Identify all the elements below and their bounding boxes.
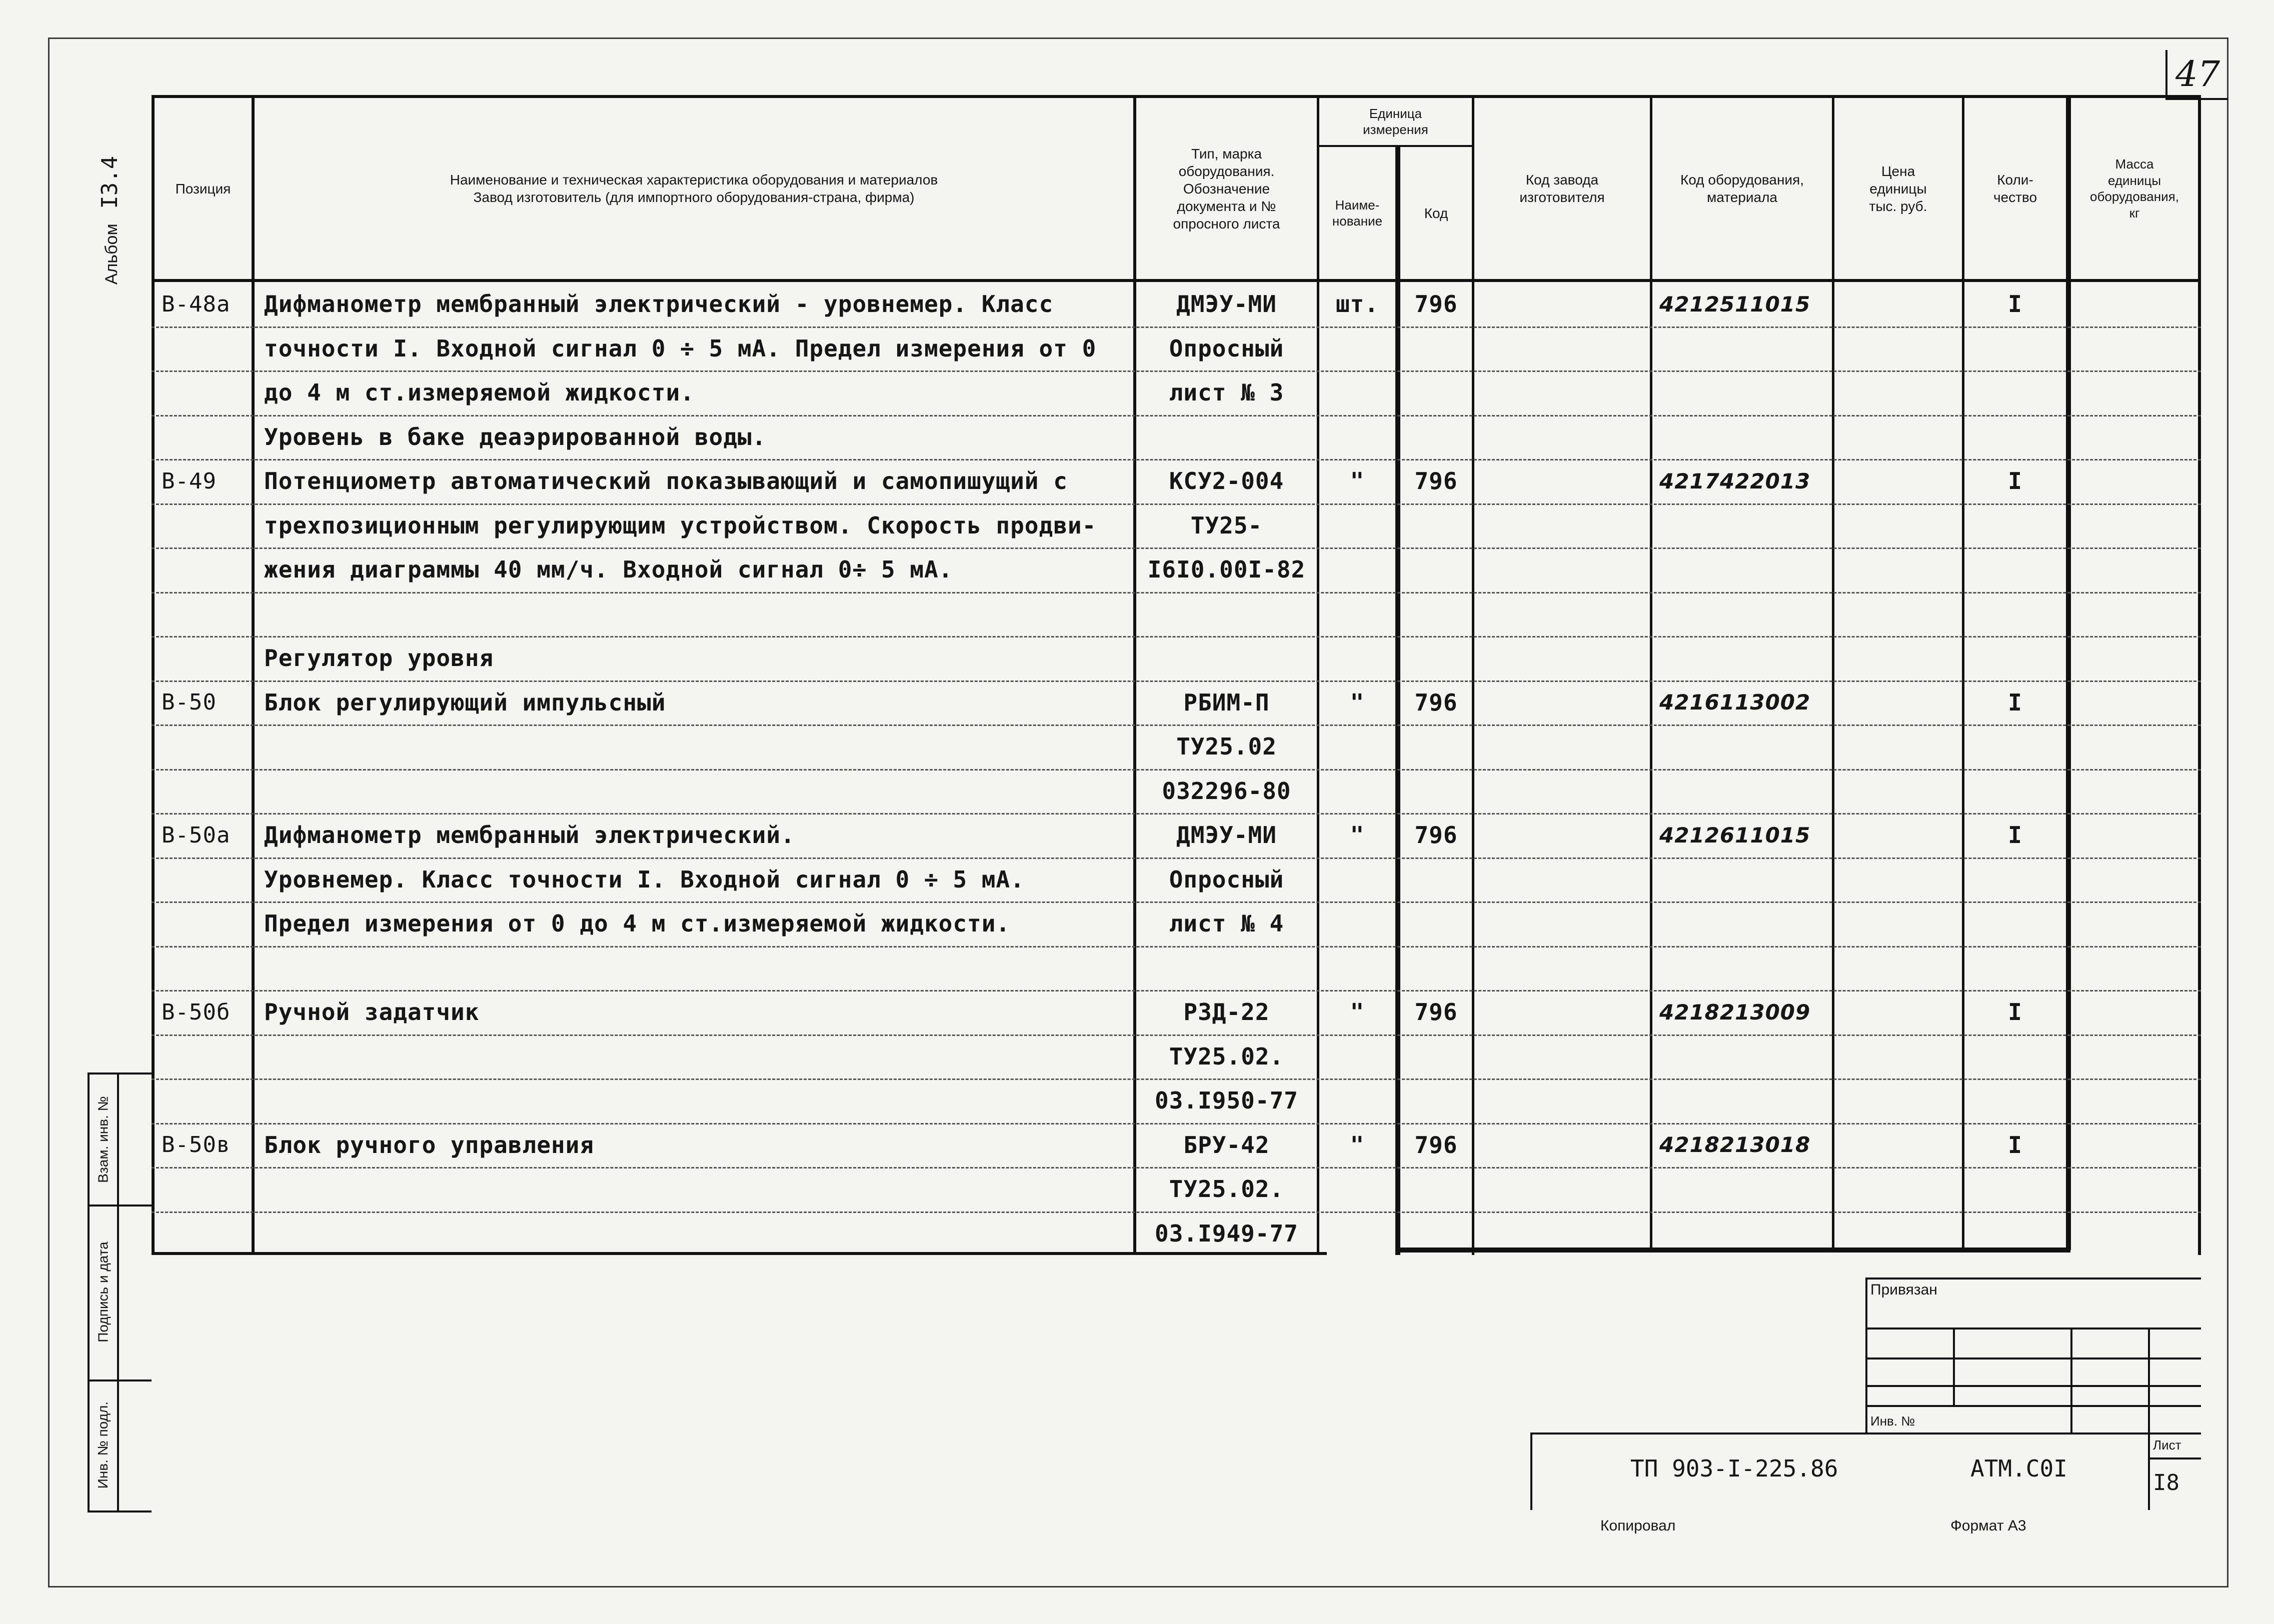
cell-unit: " bbox=[1350, 998, 1365, 1026]
cell-qty bbox=[1964, 592, 2066, 636]
header-type: Тип, марка оборудования. Обозначение документа и № опросного листа bbox=[1173, 146, 1280, 232]
stamp-sign-date bbox=[90, 1204, 117, 1380]
cell-qty bbox=[1964, 504, 2066, 548]
cell-ecode: 4212511015 bbox=[1659, 292, 1811, 316]
table-row bbox=[152, 902, 2201, 946]
cell-unit bbox=[1319, 548, 1395, 592]
cell-qty bbox=[1964, 1212, 2066, 1256]
cell-ucode bbox=[1400, 415, 1472, 460]
cell-pos: В-50в bbox=[162, 1132, 231, 1158]
cell-ucode: 796 bbox=[1414, 290, 1458, 318]
cell-type: Опросный bbox=[1169, 866, 1284, 893]
cell-type: РБИМ-П bbox=[1183, 688, 1270, 716]
cell-qty: I bbox=[2008, 688, 2022, 716]
cell-type: ТУ25.02 bbox=[1176, 733, 1277, 760]
table-row bbox=[152, 946, 2201, 990]
cell-type: I6I0.00I-82 bbox=[1147, 556, 1306, 584]
stamp-sign-date-text: Подпись и дата bbox=[95, 1242, 111, 1342]
cell-ucode bbox=[1400, 326, 1472, 371]
cell-ecode bbox=[1659, 1212, 1832, 1256]
cell-unit bbox=[1319, 415, 1395, 460]
document-mark: АТМ.С0I bbox=[1970, 1455, 2067, 1482]
cell-qty bbox=[1964, 1034, 2066, 1079]
cell-unit bbox=[1319, 370, 1395, 415]
table-row bbox=[152, 1078, 2201, 1123]
cell-unit: шт. bbox=[1335, 290, 1379, 318]
cell-type: 032296-80 bbox=[1162, 777, 1291, 804]
cell-type: КСУ2-004 bbox=[1169, 468, 1284, 495]
cell-name: трехпозиционным регулирующим устройством. Скорость продви- bbox=[264, 512, 1097, 539]
album-label bbox=[85, 150, 135, 290]
cell-unit bbox=[1319, 1212, 1395, 1256]
cell-pos bbox=[162, 1034, 252, 1079]
cell-pos bbox=[162, 946, 252, 990]
document-code: ТП 903-I-225.86 bbox=[1630, 1455, 1838, 1482]
table-row bbox=[152, 282, 2201, 326]
cell-ucode: 796 bbox=[1414, 468, 1458, 495]
attached-label: Привязан bbox=[1870, 1282, 1937, 1298]
copied-label: Копировал bbox=[1600, 1518, 1676, 1534]
cell-pos bbox=[162, 415, 252, 460]
table-row bbox=[152, 504, 2201, 548]
cell-ucode bbox=[1400, 724, 1472, 769]
table-row bbox=[152, 858, 2201, 902]
stamp-interchange bbox=[90, 1074, 117, 1204]
cell-name: Уровень в баке деаэрированной воды. bbox=[264, 423, 767, 450]
cell-ucode bbox=[1400, 769, 1472, 814]
cell-type: лист № 3 bbox=[1169, 379, 1284, 406]
cell-ucode bbox=[1400, 548, 1472, 592]
cell-ecode: 4216113002 bbox=[1659, 690, 1811, 715]
cell-unit bbox=[1319, 858, 1395, 902]
cell-ucode bbox=[1400, 902, 1472, 946]
format-label: Формат А3 bbox=[1950, 1518, 2026, 1534]
cell-ucode bbox=[1400, 504, 1472, 548]
cell-qty bbox=[1964, 769, 2066, 814]
cell-ecode bbox=[1659, 326, 1832, 371]
cell-ucode: 796 bbox=[1414, 688, 1458, 716]
header-unit-code: Код bbox=[1424, 205, 1448, 221]
table-row bbox=[152, 724, 2201, 769]
cell-unit bbox=[1319, 504, 1395, 548]
cell-unit bbox=[1319, 1034, 1395, 1079]
cell-type: 03.I949-77 bbox=[1155, 1220, 1298, 1247]
cell-pos bbox=[162, 902, 252, 946]
title-block bbox=[1530, 1278, 2201, 1510]
cell-unit bbox=[1319, 1167, 1395, 1212]
left-stamp-strip bbox=[88, 1072, 152, 1512]
cell-unit bbox=[1319, 946, 1395, 990]
cell-name: Предел измерения от 0 до 4 м ст.измеряемой жидкости. bbox=[264, 910, 1011, 938]
header-mass: Масса единицы оборудования, кг bbox=[2090, 156, 2179, 220]
cell-qty bbox=[1964, 1078, 2066, 1123]
cell-pos bbox=[162, 504, 252, 548]
cell-ucode: 796 bbox=[1414, 998, 1458, 1026]
cell-pos bbox=[162, 769, 252, 814]
cell-qty bbox=[1964, 946, 2066, 990]
cell-type bbox=[1136, 636, 1317, 680]
cell-type: лист № 4 bbox=[1169, 910, 1284, 938]
stamp-inv-original bbox=[90, 1380, 117, 1510]
cell-ucode bbox=[1400, 1034, 1472, 1079]
cell-ecode bbox=[1659, 636, 1832, 680]
table-row bbox=[152, 370, 2201, 415]
cell-type: ТУ25.02. bbox=[1169, 1176, 1284, 1203]
cell-name: Ручной задатчик bbox=[264, 998, 480, 1026]
cell-type: ТУ25.02. bbox=[1169, 1042, 1284, 1070]
cell-name: Регулятор уровня bbox=[264, 644, 494, 672]
cell-unit bbox=[1319, 592, 1395, 636]
cell-qty bbox=[1964, 858, 2066, 902]
header-unit-name: Наиме- нование bbox=[1332, 197, 1383, 228]
table-row bbox=[152, 813, 2201, 858]
cell-ecode bbox=[1659, 769, 1832, 814]
cell-ucode bbox=[1400, 636, 1472, 680]
cell-ecode bbox=[1659, 548, 1832, 592]
cell-name bbox=[264, 592, 1129, 636]
cell-ucode bbox=[1400, 946, 1472, 990]
table-row bbox=[152, 1167, 2201, 1212]
cell-ucode: 796 bbox=[1414, 822, 1458, 849]
table-row bbox=[152, 769, 2201, 814]
cell-unit bbox=[1319, 769, 1395, 814]
table-row bbox=[152, 1212, 2201, 1256]
cell-name: Блок регулирующий импульсный bbox=[264, 688, 666, 716]
cell-ecode: 4218213018 bbox=[1659, 1132, 1811, 1158]
table-row bbox=[152, 680, 2201, 725]
table-row bbox=[152, 415, 2201, 460]
cell-name: Блок ручного управления bbox=[264, 1131, 594, 1158]
table-row bbox=[152, 990, 2201, 1034]
cell-type: ДМЭУ-МИ bbox=[1176, 822, 1277, 849]
cell-ecode bbox=[1659, 724, 1832, 769]
cell-unit: " bbox=[1350, 468, 1365, 495]
header-quantity: Коли- чество bbox=[1993, 172, 2037, 205]
cell-ucode: 796 bbox=[1414, 1131, 1458, 1158]
cell-pos bbox=[162, 1212, 252, 1256]
cell-pos: В-48а bbox=[162, 291, 231, 317]
cell-qty bbox=[1964, 724, 2066, 769]
cell-qty bbox=[1964, 326, 2066, 371]
header-equipment-code: Код оборудования, материала bbox=[1680, 172, 1804, 205]
cell-ecode bbox=[1659, 902, 1832, 946]
stamp-interchange-text: Взам. инв. № bbox=[95, 1096, 111, 1183]
cell-pos bbox=[162, 724, 252, 769]
album-label-text: Альбом bbox=[102, 223, 122, 284]
cell-type bbox=[1136, 592, 1317, 636]
cell-name: точности I. Входной сигнал 0 ÷ 5 мА. Предел измерения от 0 bbox=[264, 334, 1097, 362]
cell-type: ТУ25- bbox=[1190, 512, 1263, 539]
cell-ecode bbox=[1659, 504, 1832, 548]
header-name: Наименование и техническая характеристика оборудования и материалов Завод изготовитель (для импортного оборудования-страна, фирма) bbox=[450, 172, 938, 205]
table-row bbox=[152, 548, 2201, 592]
cell-pos bbox=[162, 370, 252, 415]
cell-ucode bbox=[1400, 1078, 1472, 1123]
cell-pos: В-49 bbox=[162, 468, 217, 494]
cell-qty bbox=[1964, 1167, 2066, 1212]
cell-qty bbox=[1964, 370, 2066, 415]
cell-name: до 4 м ст.измеряемой жидкости. bbox=[264, 379, 695, 406]
cell-unit bbox=[1319, 636, 1395, 680]
cell-type: ДМЭУ-МИ bbox=[1176, 290, 1277, 318]
header-price: Цена единицы тыс. руб. bbox=[1869, 163, 1927, 214]
cell-name bbox=[264, 724, 1129, 769]
cell-qty: I bbox=[2008, 290, 2022, 318]
cell-ecode bbox=[1659, 370, 1832, 415]
header-unit-group: Единица измерения bbox=[1363, 106, 1428, 137]
cell-ecode bbox=[1659, 858, 1832, 902]
cell-name bbox=[264, 1078, 1129, 1123]
cell-ucode bbox=[1400, 1212, 1472, 1256]
cell-name: Потенциометр автоматический показывающий и самопишущий с bbox=[264, 468, 1068, 495]
cell-ecode bbox=[1659, 415, 1832, 460]
cell-name bbox=[264, 769, 1129, 814]
cell-ucode bbox=[1400, 1167, 1472, 1212]
cell-qty: I bbox=[2008, 822, 2022, 849]
cell-qty bbox=[1964, 548, 2066, 592]
cell-pos bbox=[162, 326, 252, 371]
cell-name: Уровнемер. Класс точности I. Входной сигнал 0 ÷ 5 мА. bbox=[264, 866, 1025, 893]
cell-name bbox=[264, 946, 1129, 990]
cell-qty bbox=[1964, 415, 2066, 460]
cell-ecode bbox=[1659, 1167, 1832, 1212]
cell-unit: " bbox=[1350, 688, 1365, 716]
sheet-number: 47 bbox=[2165, 50, 2228, 100]
table-row bbox=[152, 1123, 2201, 1168]
cell-ecode: 4212611015 bbox=[1659, 822, 1811, 848]
cell-ucode bbox=[1400, 370, 1472, 415]
cell-unit bbox=[1319, 326, 1395, 371]
table-row bbox=[152, 592, 2201, 636]
cell-ecode bbox=[1659, 946, 1832, 990]
cell-ecode bbox=[1659, 592, 1832, 636]
sheet-value: I8 bbox=[2153, 1470, 2179, 1496]
table-row bbox=[152, 459, 2201, 504]
cell-pos bbox=[162, 636, 252, 680]
table-body bbox=[152, 282, 2201, 1252]
cell-unit: " bbox=[1350, 1131, 1365, 1158]
cell-name bbox=[264, 1212, 1129, 1256]
inv-no-label: Инв. № bbox=[1870, 1414, 1915, 1428]
cell-type: РЗД-22 bbox=[1183, 998, 1270, 1026]
cell-ucode bbox=[1400, 858, 1472, 902]
cell-name bbox=[264, 1034, 1129, 1079]
cell-pos: В-50б bbox=[162, 999, 231, 1025]
cell-unit bbox=[1319, 724, 1395, 769]
cell-type: БРУ-42 bbox=[1183, 1131, 1270, 1158]
cell-qty: I bbox=[2008, 468, 2022, 495]
stamp-inv-original-text: Инв. № подл. bbox=[95, 1401, 111, 1489]
cell-qty: I bbox=[2008, 1131, 2022, 1158]
cell-name: Дифманометр мембранный электрический - уровнемер. Класс bbox=[264, 290, 1054, 318]
cell-ecode bbox=[1659, 1034, 1832, 1079]
cell-pos bbox=[162, 1167, 252, 1212]
cell-pos: В-50а bbox=[162, 822, 231, 848]
table-row bbox=[152, 326, 2201, 371]
header-plant-code: Код завода изготовителя bbox=[1519, 172, 1605, 205]
cell-ucode bbox=[1400, 592, 1472, 636]
cell-name: Дифманометр мембранный электрический. bbox=[264, 822, 795, 849]
album-number: I3.4 bbox=[97, 156, 123, 209]
cell-pos bbox=[162, 858, 252, 902]
cell-ecode: 4217422013 bbox=[1659, 468, 1811, 494]
cell-qty bbox=[1964, 636, 2066, 680]
specification-table bbox=[152, 95, 2201, 1255]
cell-pos: В-50 bbox=[162, 690, 217, 716]
cell-type bbox=[1136, 946, 1317, 990]
cell-type: 03.I950-77 bbox=[1155, 1087, 1298, 1114]
header-position: Позиция bbox=[175, 180, 231, 196]
cell-unit bbox=[1319, 1078, 1395, 1123]
table-row bbox=[152, 636, 2201, 680]
sheet-label: Лист bbox=[2153, 1438, 2181, 1452]
cell-unit bbox=[1319, 902, 1395, 946]
cell-name: жения диаграммы 40 мм/ч. Входной сигнал 0÷ 5 мА. bbox=[264, 556, 953, 584]
cell-pos bbox=[162, 548, 252, 592]
cell-ecode: 4218213009 bbox=[1659, 1000, 1811, 1024]
cell-name bbox=[264, 1167, 1129, 1212]
table-row bbox=[152, 1034, 2201, 1079]
cell-qty: I bbox=[2008, 998, 2022, 1026]
cell-type bbox=[1136, 415, 1317, 460]
cell-pos bbox=[162, 592, 252, 636]
cell-qty bbox=[1964, 902, 2066, 946]
cell-type: Опросный bbox=[1169, 334, 1284, 362]
cell-unit: " bbox=[1350, 822, 1365, 849]
cell-ecode bbox=[1659, 1078, 1832, 1123]
cell-pos bbox=[162, 1078, 252, 1123]
